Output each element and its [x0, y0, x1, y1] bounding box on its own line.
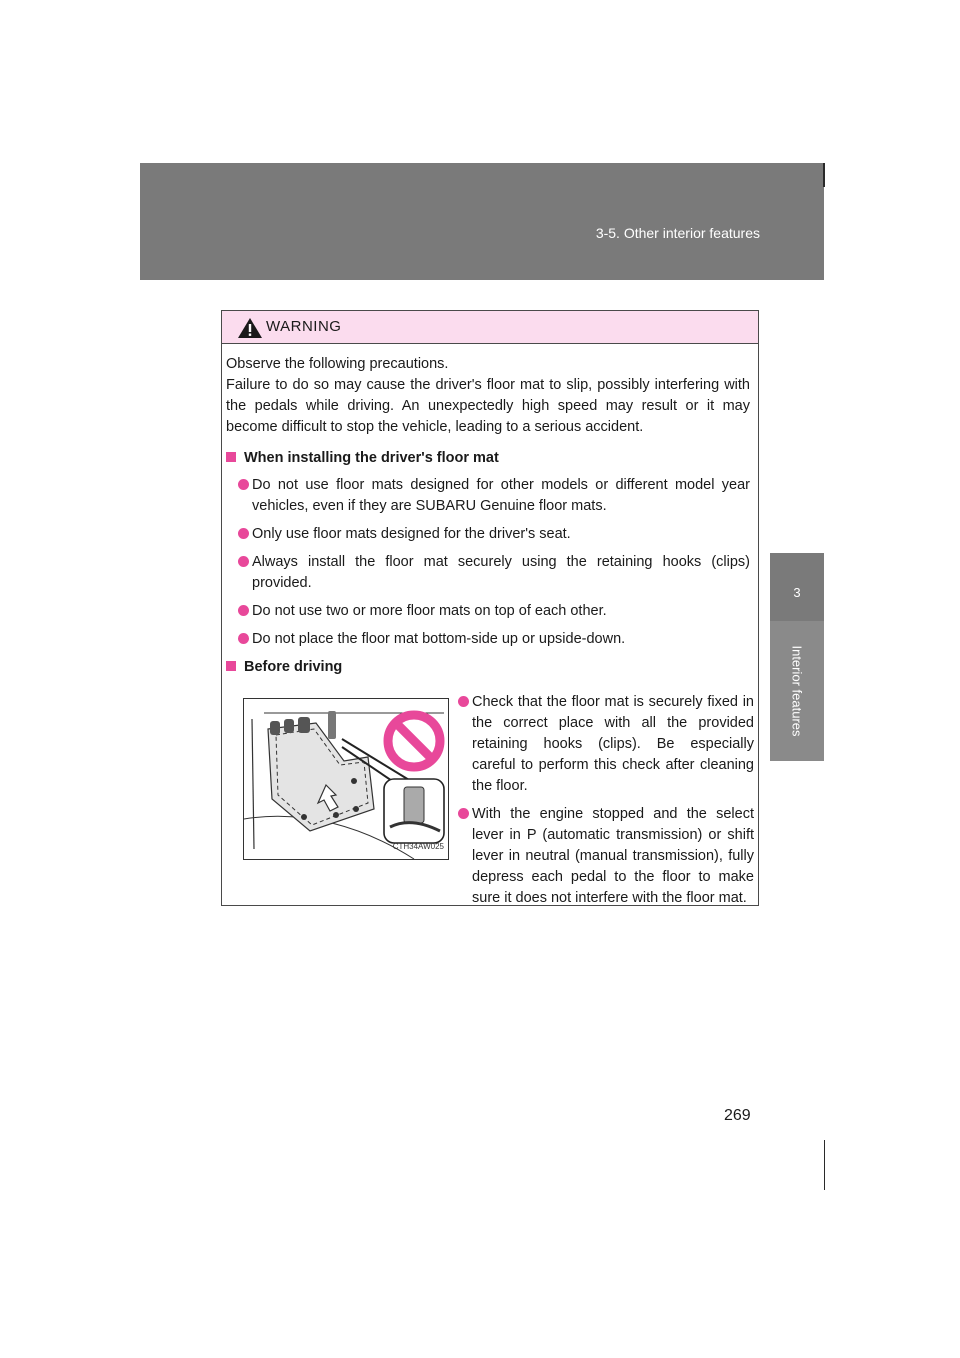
warning-body	[222, 344, 758, 924]
bullet-icon	[238, 556, 249, 567]
chapter-label: Interior features	[789, 645, 805, 737]
list-item: With the engine stopped and the select lever in P (automatic transmission) or shift lever in neutral (manual transmission), fully depress each pedal to the floor to make sure it does not interfere with the floor mat.	[446, 804, 754, 909]
crop-mark-bottom	[824, 1140, 825, 1190]
bullet-icon	[238, 479, 249, 490]
warning-triangle-icon	[236, 316, 264, 340]
header-band	[140, 163, 824, 280]
list-item: Always install the floor mat securely using the retaining hooks (clips) provided.	[226, 552, 750, 594]
bullet-icon	[238, 528, 249, 539]
intro-paragraph: Failure to do so may cause the driver's floor mat to slip, possibly interfering with the pedals while driving. An unexpectedly high speed may result or it may become difficult to stop the vehicle, leading to a serious accident.	[226, 377, 750, 435]
before-driving-list	[446, 692, 754, 916]
list-item: Do not place the floor mat bottom-side up or upside-down.	[226, 629, 750, 650]
list-item: Check that the floor mat is securely fixed in the correct place with all the provided retaining hooks (clips). Be especially careful to perform this check after cleaning the floor.	[446, 692, 754, 797]
intro-line: Observe the following precautions.	[226, 356, 449, 372]
bullet-icon	[238, 633, 249, 644]
section-heading-installing: When installing the driver's floor mat	[226, 448, 750, 469]
list-item: Do not use two or more floor mats on top of each other.	[226, 601, 750, 622]
bullet-icon	[458, 696, 469, 707]
section-heading-before-driving: Before driving	[226, 657, 750, 678]
warning-title: WARNING	[266, 318, 342, 335]
page-number: 269	[724, 1107, 751, 1124]
warning-box	[221, 310, 759, 906]
bullet-icon	[458, 808, 469, 819]
section-title: 3-5. Other interior features	[595, 225, 760, 241]
floor-mat-drawing	[244, 699, 448, 859]
figure-caption: CTH34AW025	[392, 842, 444, 851]
floor-mat-illustration	[243, 698, 449, 860]
warning-header	[222, 311, 758, 344]
list-item: Only use floor mats designed for the driver's seat.	[226, 524, 750, 545]
list-item: Do not use floor mats designed for other models or different model year vehicles, even if they are SUBARU Genuine floor mats.	[226, 475, 750, 517]
chapter-number: 3	[793, 585, 801, 600]
figure-row	[226, 684, 754, 924]
square-bullet-icon	[226, 452, 236, 462]
chapter-tab[interactable]	[770, 553, 824, 621]
chapter-band	[770, 621, 824, 761]
crop-mark-top	[823, 163, 825, 187]
square-bullet-icon	[226, 661, 236, 671]
bullet-icon	[238, 605, 249, 616]
